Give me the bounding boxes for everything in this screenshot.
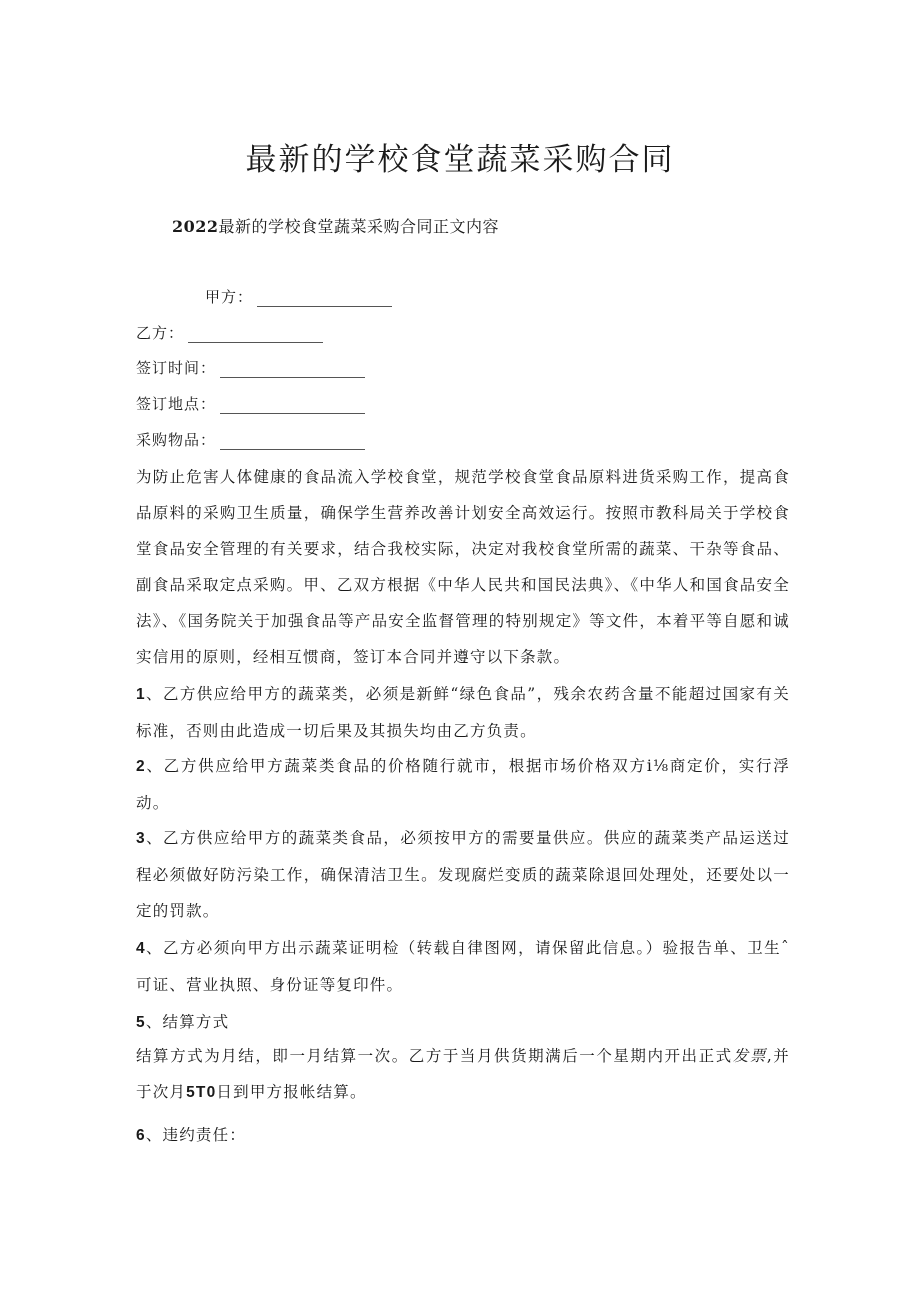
section-5-title: 、结算方式 (145, 1013, 230, 1031)
clause-1 (136, 676, 790, 749)
section-5-date-code: 5T0 (186, 1084, 217, 1101)
section-6-heading (136, 1123, 246, 1145)
document-title: 最新的学校食堂蔬菜采购合同 (245, 142, 675, 178)
clause-3-text: 、乙方供应给甲方的蔬菜类食品，必须按甲方的需要量供应。供应的蔬菜类产品运送过程必须做好防污染工作，确保清洁卫生。发现腐烂变质的蔬菜除退回处理处，还要处以一定的罚款。 (136, 829, 790, 920)
subtitle-text: 最新的学校食堂蔬菜采购合同正文内容 (218, 217, 500, 236)
sign-place-blank (220, 397, 365, 414)
sign-time-blank (220, 361, 365, 378)
subtitle-year: 2022 (172, 217, 219, 236)
clause-2 (136, 748, 790, 821)
party-a-label: 甲方： (205, 288, 254, 306)
sign-place-label: 签订地点： (136, 395, 217, 413)
clause-4-text: 、乙方必须向甲方出示蔬菜证明检（转载自律图网，请保留此信息。）验报告单、卫生ˆ可证、营业执照、身份证等复印件。 (136, 939, 790, 994)
section-5-text-c: 日到甲方报帐结算。 (216, 1083, 367, 1101)
section-5-number: 5 (136, 1014, 146, 1031)
section-6-number: 6 (136, 1127, 146, 1144)
clause-1-number: 1 (136, 686, 146, 703)
section-5-text-italic: 发票 (732, 1047, 767, 1065)
goods-field (136, 429, 365, 450)
sign-place-field (136, 393, 365, 414)
clause-4-number: 4 (136, 940, 146, 957)
section-5-text-b: ,并于次月 (136, 1047, 791, 1101)
clause-3 (136, 820, 790, 929)
goods-blank (220, 433, 365, 450)
clause-2-number: 2 (136, 758, 146, 775)
clause-4 (136, 930, 790, 1003)
clause-2-text: 、乙方供应给甲方蔬菜类食品的价格随行就市，根据市场价格双方i⅛商定价，实行浮动。 (136, 757, 790, 812)
party-a-field (205, 286, 392, 307)
section-5-text-a: 结算方式为月结，即一月结算一次。乙方于当月供货期满后一个星期内开出正式 (136, 1047, 733, 1065)
party-b-blank (188, 326, 323, 343)
party-b-field (136, 322, 323, 343)
section-5-paragraph (136, 1038, 790, 1111)
section-6-title: 、违约责任： (145, 1126, 247, 1144)
sign-time-label: 签订时间： (136, 359, 217, 377)
document-subtitle (172, 214, 499, 237)
party-a-blank (257, 290, 392, 307)
party-b-label: 乙方： (136, 324, 185, 342)
goods-label: 采购物品： (136, 431, 217, 449)
section-5-heading (136, 1010, 229, 1032)
clause-3-number: 3 (136, 830, 146, 847)
sign-time-field (136, 357, 365, 378)
intro-paragraph: 为防止危害人体健康的食品流入学校食堂，规范学校食堂食品原料进货采购工作，提高食品原料的采购卫生质量，确保学生营养改善计划安全高效运行。按照市教科局关于学校食堂食品安全管理的有关要求，结合我校实际，决定对我校食堂所需的蔬菜、干杂等食品、副食品采取定点采购。甲、乙双方根据《中华人民共和国民法典》、《中华人和国食品安全法》、《国务院关于加强食品等产品安全监督管理的特别规定》等文件，本着平等自愿和诚实信用的原则，经相互惯商，签订本合同并遵守以下条款。 (136, 468, 790, 666)
clause-1-text: 、乙方供应给甲方的蔬菜类，必须是新鲜“绿色食品”，残余农药含量不能超过国家有关标准，否则由此造成一切后果及其损失均由乙方负责。 (136, 685, 790, 740)
